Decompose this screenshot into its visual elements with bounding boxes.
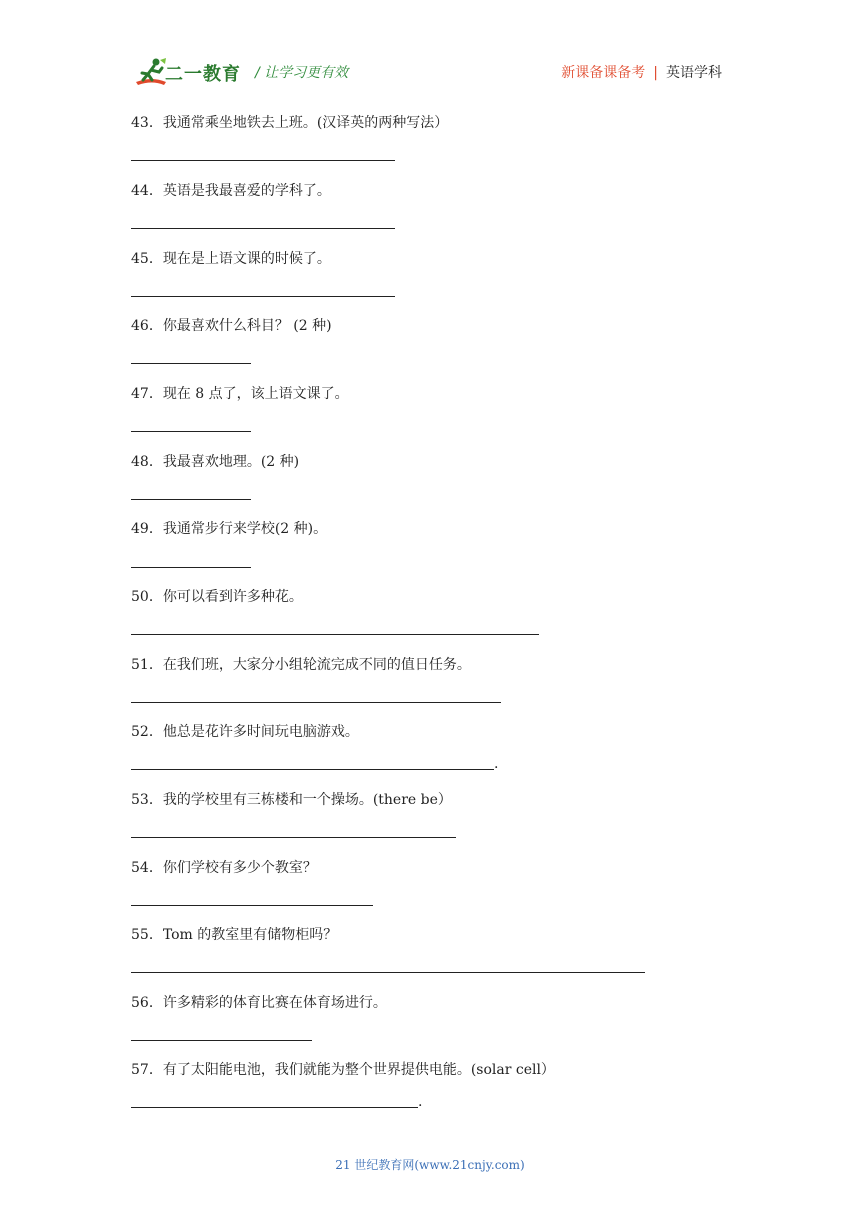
- answer-line-49[interactable]: [131, 567, 251, 568]
- question-56: 56．许多精彩的体育比赛在体育场进行。: [131, 995, 387, 1011]
- header-subject: 英语学科: [666, 65, 722, 81]
- logo-text: 二一教育: [165, 64, 241, 85]
- question-50: 50．你可以看到许多种花。: [131, 589, 303, 605]
- question-54: 54．你们学校有多少个教室？: [131, 860, 317, 876]
- question-57: 57．有了太阳能电池，我们就能为整个世界提供电能。(solar cell）: [131, 1062, 555, 1078]
- answer-line-57[interactable]: [131, 1107, 418, 1108]
- answer-line-54[interactable]: [131, 905, 373, 906]
- answer-line-53[interactable]: [131, 837, 456, 838]
- question-49: 49．我通常步行来学校(2 种)。: [131, 521, 328, 537]
- answer-line-46[interactable]: [131, 363, 251, 364]
- answer-line-52[interactable]: [131, 769, 494, 770]
- answer-line-56[interactable]: [131, 1040, 312, 1041]
- question-46: 46．你最喜欢什么科目？ (2 种): [131, 318, 332, 334]
- header-right: [561, 62, 722, 82]
- answer-line-47[interactable]: [131, 431, 251, 432]
- question-45: 45．现在是上语文课的时候了。: [131, 251, 331, 267]
- question-52: 52．他总是花许多时间玩电脑游戏。: [131, 724, 359, 740]
- answer-line-45[interactable]: [131, 296, 395, 297]
- question-43: 43．我通常乘坐地铁去上班。(汉译英的两种写法）: [131, 115, 449, 131]
- answer-line-43[interactable]: [131, 160, 395, 161]
- answer-end-period-57: .: [418, 1094, 423, 1110]
- page-header: [0, 0, 860, 100]
- answer-line-55[interactable]: [131, 972, 645, 973]
- question-44: 44．英语是我最喜爱的学科了。: [131, 183, 331, 199]
- slogan: / 让学习更有效: [255, 65, 349, 81]
- question-55: 55．Tom 的教室里有储物柜吗？: [131, 927, 338, 943]
- answer-line-44[interactable]: [131, 228, 395, 229]
- answer-end-period-52: .: [494, 756, 499, 772]
- question-48: 48．我最喜欢地理。(2 种): [131, 454, 300, 470]
- header-separator: |: [653, 65, 658, 81]
- answer-line-51[interactable]: [131, 702, 501, 703]
- footer-source: 21 世纪教育网(www.21cnjy.com): [335, 1158, 525, 1172]
- question-51: 51．在我们班，大家分小组轮流完成不同的值日任务。: [131, 657, 471, 673]
- question-47: 47．现在 8 点了，该上语文课了。: [131, 386, 349, 402]
- answer-line-48[interactable]: [131, 499, 251, 500]
- question-53: 53．我的学校里有三栋楼和一个操场。(there be）: [131, 792, 452, 808]
- answer-line-50[interactable]: [131, 634, 539, 635]
- header-tagline: 新课备课备考: [561, 65, 646, 81]
